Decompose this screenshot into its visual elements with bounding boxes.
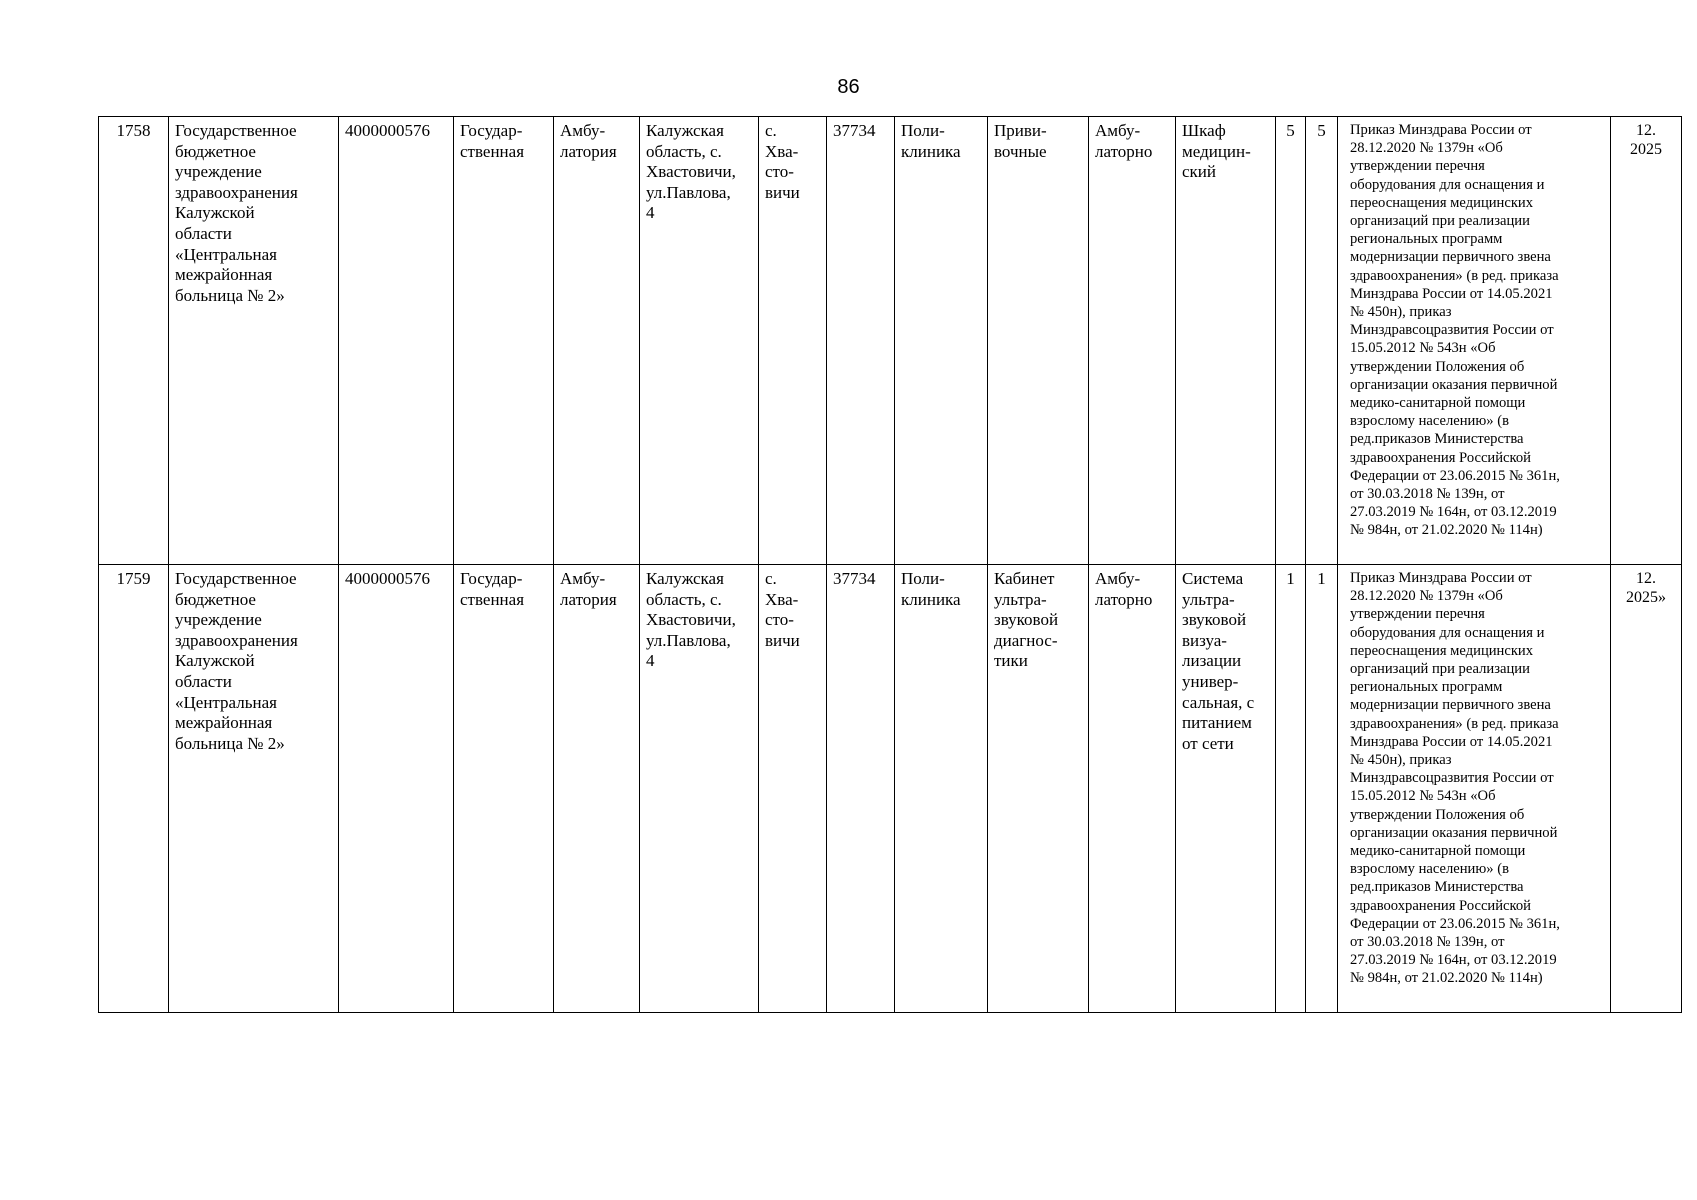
- date-cell: 12. 2025»: [1611, 565, 1682, 1013]
- quantity-cell: 5: [1276, 117, 1306, 565]
- room-cell: Кабинет ультра- звуковой диагнос- тики: [988, 565, 1089, 1013]
- legal-basis-cell: Приказ Минздрава России от 28.12.2020 № 1379н «Об утверждении перечня оборудования для оснащения и переоснащения медицинских организаций при реализации региональных программ модернизации первичного звена здравоохранения» (в ред. приказа Минздрава России от 14.05.2021 № 450н), приказ Минздравсоцразвития России от 15.05.2012 № 543н «Об утверждении Положения об организации оказания первичной медико-санитарной помощи взрослому населению» (в ред.приказов Министерства здравоохранения Российской Федерации от 23.06.2015 № 361н, от 30.03.2018 № 139н, от 27.03.2019 № 164н, от 03.12.2019 № 984н, от 21.02.2020 № 114н): [1338, 565, 1611, 1013]
- row-number-cell: 1758: [99, 117, 169, 565]
- equipment-cell: Шкаф медицин- ский: [1176, 117, 1276, 565]
- equipment-cell: Система ультра- звуковой визуа- лизации универ- сальная, с питанием от сети: [1176, 565, 1276, 1013]
- condition-cell: Амбу- латорно: [1089, 117, 1176, 565]
- table-row: [99, 565, 1682, 1013]
- table-row: [99, 117, 1682, 565]
- row-number-cell: 1759: [99, 565, 169, 1013]
- quantity-cell: 1: [1306, 565, 1338, 1013]
- code-cell: 4000000576: [339, 565, 454, 1013]
- quantity-cell: 5: [1306, 117, 1338, 565]
- page-number: 86: [837, 76, 860, 98]
- room-cell: Приви- вочные: [988, 117, 1089, 565]
- unit-cell: Поли- клиника: [895, 565, 988, 1013]
- code-cell: 4000000576: [339, 117, 454, 565]
- ownership-cell: Государ- ственная: [454, 565, 554, 1013]
- index-cell: 37734: [827, 565, 895, 1013]
- legal-basis-cell: Приказ Минздрава России от 28.12.2020 № 1379н «Об утверждении перечня оборудования для оснащения и переоснащения медицинских организаций при реализации региональных программ модернизации первичного звена здравоохранения» (в ред. приказа Минздрава России от 14.05.2021 № 450н), приказ Минздравсоцразвития России от 15.05.2012 № 543н «Об утверждении Положения об организации оказания первичной медико-санитарной помощи взрослому населению» (в ред.приказов Министерства здравоохранения Российской Федерации от 23.06.2015 № 361н, от 30.03.2018 № 139н, от 27.03.2019 № 164н, от 03.12.2019 № 984н, от 21.02.2020 № 114н): [1338, 117, 1611, 565]
- organization-cell: Государственное бюджетное учреждение здравоохранения Калужской области «Центральная межрайонная больница № 2»: [169, 565, 339, 1013]
- settlement-cell: с. Хва- сто- вичи: [759, 565, 827, 1013]
- facility-type-cell: Амбу- латория: [554, 565, 640, 1013]
- settlement-cell: с. Хва- сто- вичи: [759, 117, 827, 565]
- unit-cell: Поли- клиника: [895, 117, 988, 565]
- facility-type-cell: Амбу- латория: [554, 117, 640, 565]
- registry-table: [98, 116, 1682, 1013]
- ownership-cell: Государ- ственная: [454, 117, 554, 565]
- organization-cell: Государственное бюджетное учреждение здравоохранения Калужской области «Центральная межрайонная больница № 2»: [169, 117, 339, 565]
- address-cell: Калужская область, с. Хвастовичи, ул.Павлова, 4: [640, 565, 759, 1013]
- quantity-cell: 1: [1276, 565, 1306, 1013]
- date-cell: 12. 2025: [1611, 117, 1682, 565]
- address-cell: Калужская область, с. Хвастовичи, ул.Павлова, 4: [640, 117, 759, 565]
- condition-cell: Амбу- латорно: [1089, 565, 1176, 1013]
- index-cell: 37734: [827, 117, 895, 565]
